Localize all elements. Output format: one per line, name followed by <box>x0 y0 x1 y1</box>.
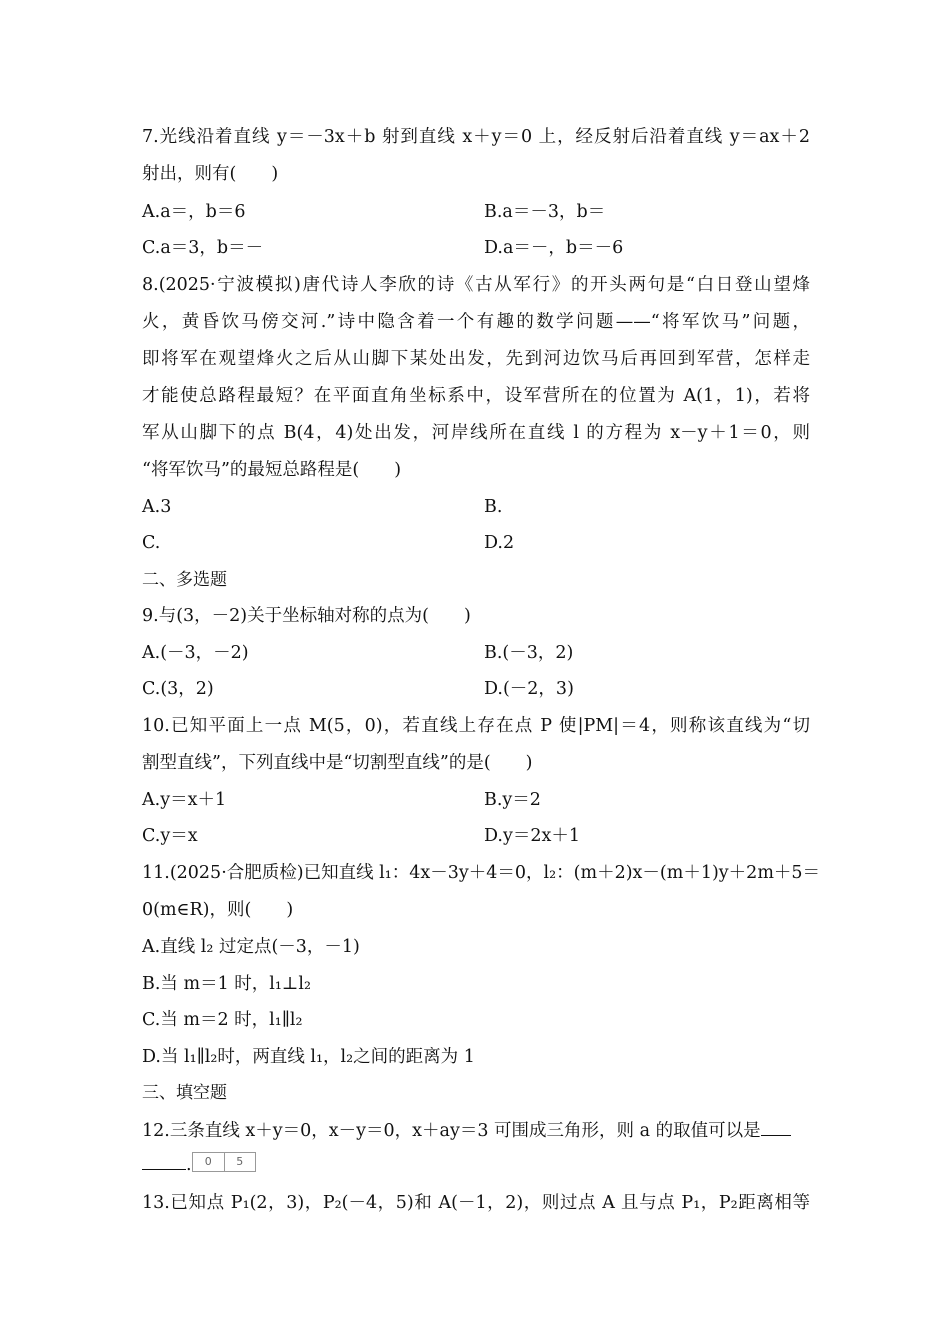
q12-period: . <box>186 1155 192 1175</box>
q11-option-a: A.直线 l₂ 过定点(－3，－1) <box>142 937 360 957</box>
q11-option-c: C.当 m＝2 时，l₁∥l₂ <box>142 1010 303 1030</box>
q7-option-d: D.a＝－，b＝－6 <box>484 238 624 258</box>
q11-option-b: B.当 m＝1 时，l₁⊥l₂ <box>142 974 311 994</box>
q11-stem-line1: 11.(2025·合肥质检)已知直线 l₁：4x－3y＋4＝0，l₂：(m＋2)x－(m＋1)y＋2m＋5＝ <box>142 863 821 883</box>
q12-answer-blank-start[interactable] <box>761 1119 791 1136</box>
q8-stem-line4: 才能使总路程最短？在平面直角坐标系中，设军营所在的位置为 A(1，1)，若将 <box>142 386 810 406</box>
q12-score-box[interactable] <box>192 1152 256 1172</box>
q8-option-a: A.3 <box>142 497 172 517</box>
q12-stem-text: 12.三条直线 x＋y＝0，x－y＝0，x＋ay＝3 可围成三角形，则 a 的取值可以是 <box>142 1121 761 1141</box>
q8-option-b: B. <box>484 497 503 517</box>
q8-stem-line1: 8.(2025·宁波模拟)唐代诗人李欣的诗《古从军行》的开头两句是“白日登山望烽 <box>142 275 810 295</box>
q7-stem-line2: 射出，则有( ) <box>142 164 279 184</box>
q10-option-c: C.y＝x <box>142 826 198 846</box>
q10-option-a: A.y＝x＋1 <box>142 790 227 810</box>
q7-option-b: B.a＝－3，b＝ <box>484 202 606 222</box>
q9-option-d: D.(－2，3) <box>484 679 574 699</box>
q8-option-d: D.2 <box>484 533 515 553</box>
q13-stem-line1: 13.已知点 P₁(2，3)，P₂(－4，5)和 A(－1，2)，则过点 A 且与点 P₁，P₂距离相等 <box>142 1193 810 1213</box>
q10-option-d: D.y＝2x＋1 <box>484 826 580 846</box>
q8-stem-line6: “将军饮马”的最短总路程是( ) <box>142 460 402 480</box>
q10-option-b: B.y＝2 <box>484 790 541 810</box>
q9-option-c: C.(3，2) <box>142 679 214 699</box>
q10-stem-line2: 割型直线”，下列直线中是“切割型直线”的是( ) <box>142 753 533 773</box>
q9-stem: 9.与(3，－2)关于坐标轴对称的点为( ) <box>142 606 471 626</box>
q12-score-right: 5 <box>236 1155 244 1168</box>
q12-stem-line1 <box>142 1119 791 1142</box>
q7-stem-line1: 7.光线沿着直线 y＝－3x＋b 射到直线 x＋y＝0 上，经反射后沿着直线 y＝ax＋2 <box>142 127 810 147</box>
q7-option-a: A.a＝，b＝6 <box>142 202 246 222</box>
q8-stem-line2: 火，黄昏饮马傍交河.”诗中隐含着一个有趣的数学问题——“将军饮马”问题， <box>142 312 810 332</box>
section-heading-fill-in: 三、填空题 <box>142 1083 227 1103</box>
q8-option-c: C. <box>142 533 161 553</box>
q11-stem-line2: 0(m∈R)，则( ) <box>142 900 294 920</box>
q9-option-a: A.(－3，－2) <box>142 643 249 663</box>
q12-answer-blank-end[interactable] <box>142 1153 186 1170</box>
q7-option-c: C.a＝3，b＝－ <box>142 238 264 258</box>
q12-score-left: 0 <box>193 1153 225 1171</box>
q11-option-d: D.当 l₁∥l₂时，两直线 l₁，l₂之间的距离为 1 <box>142 1047 475 1067</box>
q9-option-b: B.(－3，2) <box>484 643 574 663</box>
q12-stem-line2 <box>142 1153 192 1176</box>
q10-stem-line1: 10.已知平面上一点 M(5，0)，若直线上存在点 P 使|PM|＝4，则称该直线为“切 <box>142 716 810 736</box>
q8-stem-line3: 即将军在观望烽火之后从山脚下某处出发，先到河边饮马后再回到军营，怎样走 <box>142 349 810 369</box>
section-heading-multiple-choice: 二、多选题 <box>142 570 227 590</box>
q8-stem-line5: 军从山脚下的点 B(4，4)处出发，河岸线所在直线 l 的方程为 x－y＋1＝0，则 <box>142 423 810 443</box>
